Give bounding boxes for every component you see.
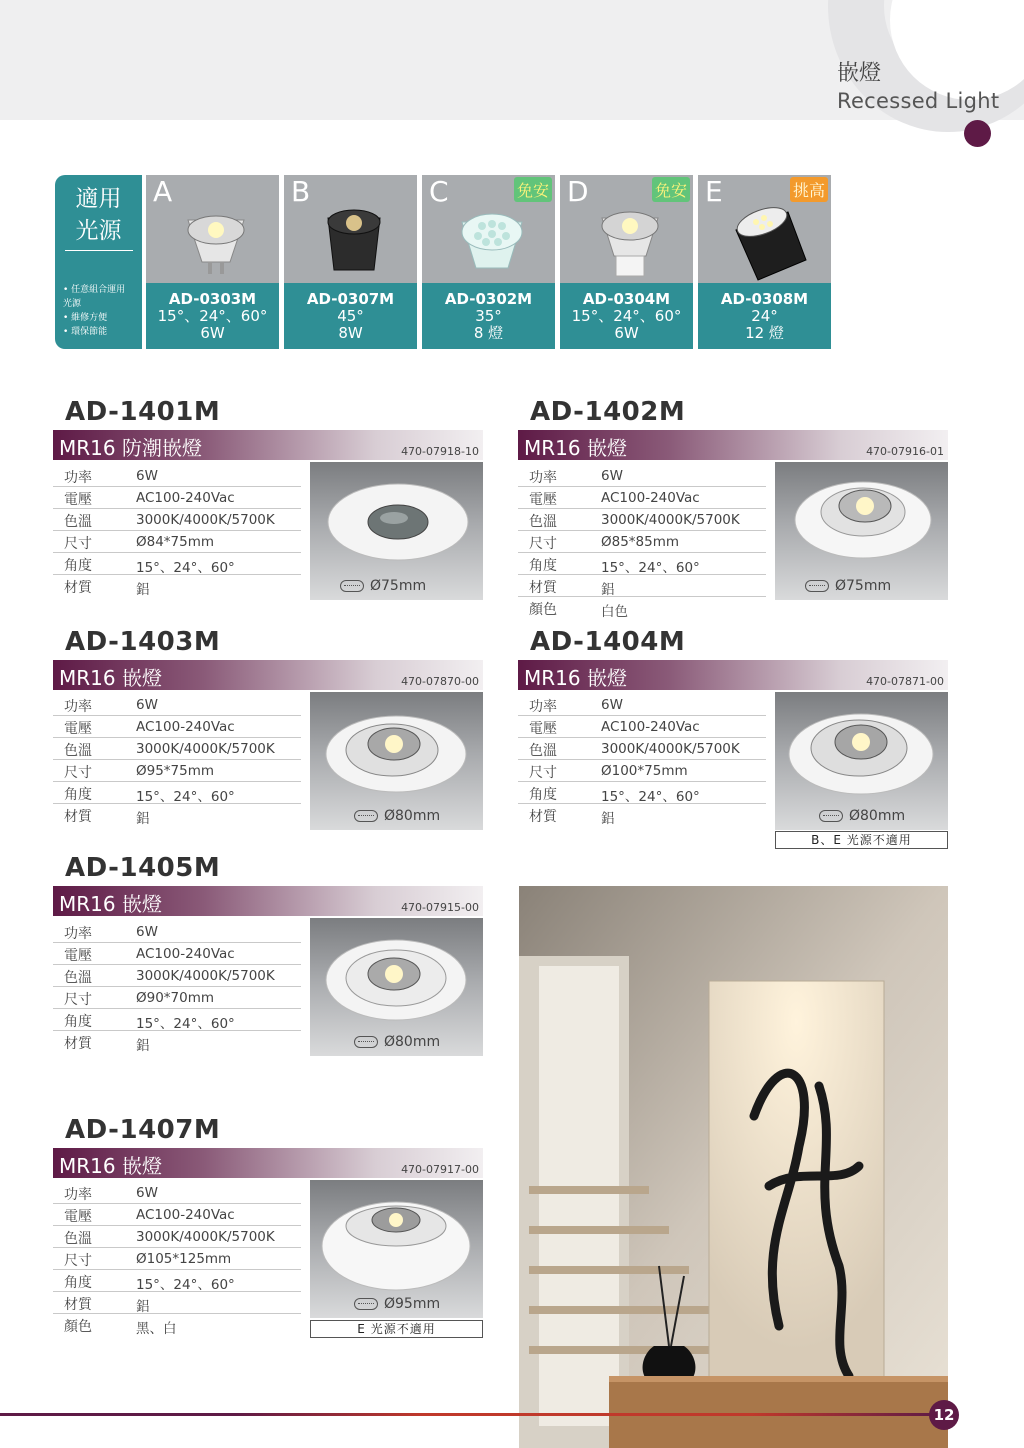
spec-row: 功率 6W <box>518 694 766 716</box>
cutout-icon <box>354 1298 378 1310</box>
compatibility-note: B、E 光源不適用 <box>775 831 948 849</box>
spec-row: 顏色 白色 <box>529 602 628 620</box>
product-subtitle: MR16 嵌燈 <box>59 1154 162 1178</box>
spec-row: 電壓 AC100-240Vac <box>53 1204 301 1226</box>
product-model: AD-1402M <box>530 397 686 427</box>
card-angle: 35° <box>475 307 502 325</box>
product-image <box>775 692 948 830</box>
spec-table <box>53 1182 301 1336</box>
spec-row: 電壓 AC100-240Vac <box>518 716 766 738</box>
spec-row: 色溫 3000K/4000K/5700K <box>518 509 766 531</box>
cutout-size: Ø75mm <box>340 578 426 594</box>
product-subtitle: MR16 防潮嵌燈 <box>59 436 202 460</box>
spec-row: 尺寸 Ø105*125mm <box>53 1248 301 1270</box>
interior-photo <box>519 886 948 1448</box>
product-image <box>775 462 948 600</box>
cutout-size: Ø95mm <box>354 1296 440 1312</box>
light-source-card-d <box>560 175 693 349</box>
section-title-en: Recessed Light <box>837 89 1000 113</box>
card-model: AD-0302M <box>444 290 533 308</box>
mr16-bulb-icon <box>166 200 266 285</box>
card-letter: E <box>705 175 723 208</box>
product-title-bar <box>53 660 483 690</box>
product-image <box>310 918 483 1056</box>
divider <box>65 250 133 251</box>
spec-row: 電壓 AC100-240Vac <box>53 487 301 509</box>
product-code: 470-07917-00 <box>401 1163 479 1176</box>
cutout-size: Ø80mm <box>819 808 905 824</box>
product-title-bar <box>518 660 948 690</box>
card-letter: C <box>429 175 449 208</box>
spec-row: 功率 6W <box>53 465 301 487</box>
product-code: 470-07916-01 <box>866 445 944 458</box>
spec-row: 材質 鋁 <box>529 809 615 827</box>
spec-row: 色溫 3000K/4000K/5700K <box>53 1226 301 1248</box>
cutout-icon <box>340 580 364 592</box>
product-subtitle: MR16 嵌燈 <box>524 666 627 690</box>
spec-row: 色溫 3000K/4000K/5700K <box>53 965 301 987</box>
light-source-bullets: • 任意組合運用 光源 • 維修方便 • 環保節能 <box>63 285 126 337</box>
product-title-bar <box>53 1148 483 1178</box>
product-title-bar <box>53 886 483 916</box>
decorative-dot <box>964 120 991 147</box>
card-letter: A <box>153 175 173 208</box>
spec-row: 角度 15°、24°、60° <box>518 782 766 804</box>
light-source-label <box>55 175 142 349</box>
spec-row: 色溫 3000K/4000K/5700K <box>518 738 766 760</box>
product-code: 470-07870-00 <box>401 675 479 688</box>
spec-row: 尺寸 Ø100*75mm <box>518 760 766 782</box>
product-subtitle: MR16 嵌燈 <box>524 436 627 460</box>
footer-rule <box>0 1413 940 1416</box>
card-letter: D <box>567 175 589 208</box>
spec-row: 功率 6W <box>53 694 301 716</box>
card-model: AD-0304M <box>582 290 671 308</box>
product-title-bar <box>518 430 948 460</box>
compatibility-note: E 光源不適用 <box>310 1320 483 1338</box>
spec-row: 功率 6W <box>518 465 766 487</box>
cutout-icon <box>354 810 378 822</box>
spec-table <box>518 465 766 619</box>
spec-row: 角度 15°、24°、60° <box>53 782 301 804</box>
card-letter: B <box>291 175 311 208</box>
product-image <box>310 1180 483 1318</box>
black-bulb-icon <box>304 200 404 285</box>
spec-row: 材質 鋁 <box>53 1292 301 1314</box>
product-code: 470-07915-00 <box>401 901 479 914</box>
card-badge: 免安 <box>514 177 552 202</box>
card-angle: 24° <box>751 307 778 325</box>
spec-row: 尺寸 Ø95*75mm <box>53 760 301 782</box>
cutout-size: Ø80mm <box>354 1034 440 1050</box>
light-source-title: 適用 光源 <box>75 186 122 244</box>
card-badge: 免安 <box>652 177 690 202</box>
light-source-card-e <box>698 175 831 349</box>
page-number: 12 <box>929 1400 959 1430</box>
card-model: AD-0307M <box>306 290 395 308</box>
spec-row: 色溫 3000K/4000K/5700K <box>53 509 301 531</box>
light-source-card-c <box>422 175 555 349</box>
cutout-icon <box>819 810 843 822</box>
spec-row: 色溫 3000K/4000K/5700K <box>53 738 301 760</box>
cutout-icon <box>805 580 829 592</box>
multi-led-bulb-icon <box>442 200 542 285</box>
product-code: 470-07871-00 <box>866 675 944 688</box>
product-subtitle: MR16 嵌燈 <box>59 892 162 916</box>
card-angle: 45° <box>337 307 364 325</box>
card-angle: 15°、24°、60° <box>571 307 682 325</box>
finned-bulb-icon <box>718 200 818 285</box>
section-title-cn: 嵌燈 <box>837 61 882 86</box>
product-model: AD-1401M <box>65 397 221 427</box>
card-power: 6W <box>200 324 225 342</box>
spec-row: 功率 6W <box>53 1182 301 1204</box>
product-title-bar <box>53 430 483 460</box>
spec-row: 電壓 AC100-240Vac <box>53 716 301 738</box>
spec-row: 顏色 黑、白 <box>64 1319 177 1337</box>
spec-row: 電壓 AC100-240Vac <box>518 487 766 509</box>
spec-row: 尺寸 Ø90*70mm <box>53 987 301 1009</box>
cutout-size: Ø75mm <box>805 578 891 594</box>
card-led-count: 12 燈 <box>745 324 784 342</box>
gu10-bulb-icon <box>580 200 680 285</box>
card-led-count: 8 燈 <box>473 324 504 342</box>
spec-row: 電壓 AC100-240Vac <box>53 943 301 965</box>
product-model: AD-1405M <box>65 853 221 883</box>
card-badge: 挑高 <box>790 177 828 202</box>
card-power: 6W <box>614 324 639 342</box>
card-model: AD-0308M <box>720 290 809 308</box>
card-power: 8W <box>338 324 363 342</box>
spec-row: 功率 6W <box>53 921 301 943</box>
spec-row: 角度 15°、24°、60° <box>518 553 766 575</box>
spec-row: 材質 鋁 <box>64 580 150 598</box>
interior-scene-illustration <box>519 886 948 1448</box>
spec-row: 角度 15°、24°、60° <box>53 1270 301 1292</box>
spec-table <box>53 694 301 826</box>
product-image <box>310 692 483 830</box>
product-code: 470-07918-10 <box>401 445 479 458</box>
spec-row: 角度 15°、24°、60° <box>53 553 301 575</box>
spec-row: 尺寸 Ø84*75mm <box>53 531 301 553</box>
spec-row: 尺寸 Ø85*85mm <box>518 531 766 553</box>
product-subtitle: MR16 嵌燈 <box>59 666 162 690</box>
product-model: AD-1403M <box>65 627 221 657</box>
spec-table <box>518 694 766 826</box>
product-model: AD-1407M <box>65 1115 221 1145</box>
spec-table <box>53 921 301 1053</box>
spec-row: 材質 鋁 <box>64 809 150 827</box>
cutout-icon <box>354 1036 378 1048</box>
product-model: AD-1404M <box>530 627 686 657</box>
spec-row: 角度 15°、24°、60° <box>53 1009 301 1031</box>
product-image <box>310 462 483 600</box>
spec-row: 材質 鋁 <box>64 1036 150 1054</box>
card-angle: 15°、24°、60° <box>157 307 268 325</box>
cutout-size: Ø80mm <box>354 808 440 824</box>
spec-row: 材質 鋁 <box>518 575 766 597</box>
spec-table <box>53 465 301 597</box>
light-source-card-a <box>146 175 279 349</box>
card-model: AD-0303M <box>168 290 257 308</box>
light-source-card-b <box>284 175 417 349</box>
